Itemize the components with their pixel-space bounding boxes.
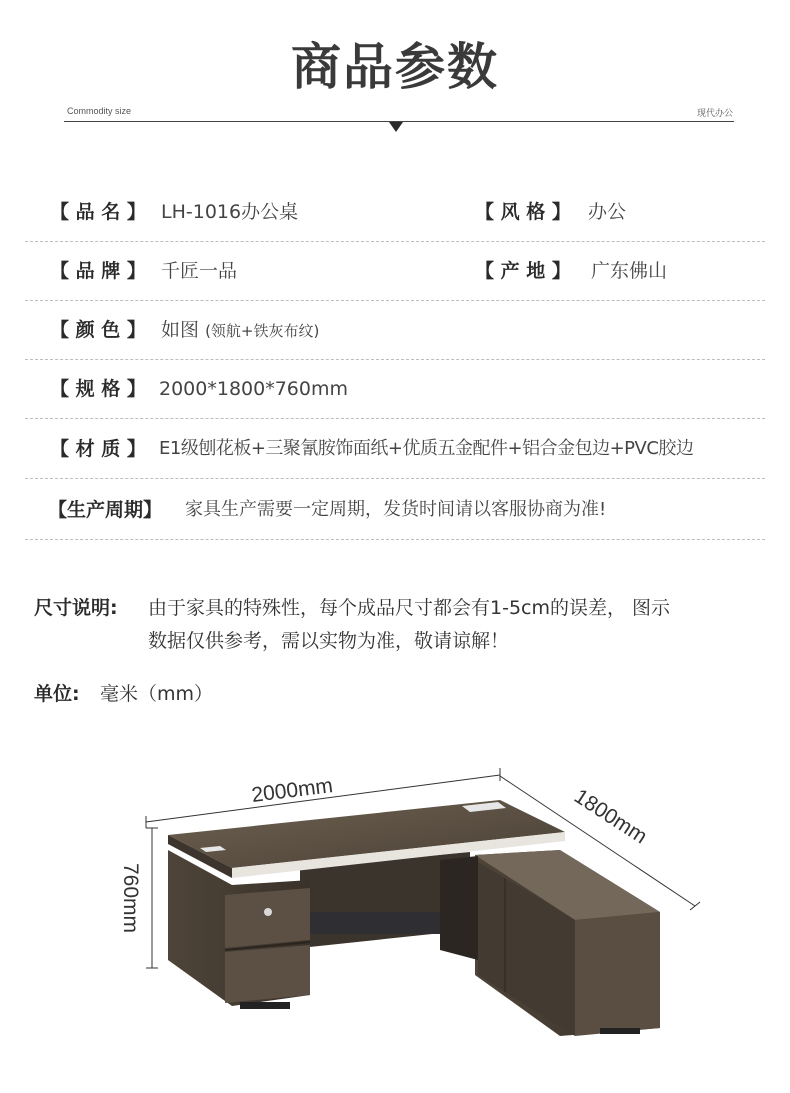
triangle-down-icon — [389, 122, 403, 132]
spec-row-lead-time — [25, 481, 765, 540]
spec-value: 家具生产需要一定周期，发货时间请以客服协商为准! — [185, 499, 607, 520]
spec-value: LH-1016办公桌 — [161, 201, 299, 223]
spec-row-material — [25, 420, 765, 479]
spec-value: 办公 — [588, 201, 627, 223]
unit-label: 单位: — [34, 683, 80, 705]
spec-value: E1级刨花板+三聚氰胺饰面纸+优质五金配件+铝合金包边+PVC胶边 — [159, 438, 694, 459]
color-note: (领航+铁灰布纹) — [205, 322, 320, 340]
subtitle-english: Commodity size — [67, 106, 132, 116]
lock-icon — [264, 908, 272, 916]
width-label: 2000mm — [250, 774, 335, 807]
spec-row-brand — [25, 242, 765, 301]
spec-label: 【 风 格 】 — [475, 201, 571, 223]
spec-label: 【 材 质 】 — [50, 438, 146, 460]
spec-value — [161, 301, 319, 359]
spec-row-name — [25, 183, 765, 242]
size-note-line2: 数据仅供参考，需以实物为准，敬请谅解！ — [148, 630, 510, 652]
depth-label: 1800mm — [570, 784, 652, 849]
spec-label: 【 规 格 】 — [50, 378, 146, 400]
spec-label: 【 颜 色 】 — [50, 319, 146, 341]
spec-row-size — [25, 360, 765, 419]
desk-illustration — [0, 740, 790, 1093]
spec-label: 【 品 牌 】 — [50, 260, 146, 282]
color-value: 如图 — [161, 319, 200, 341]
unit-value: 毫米（mm） — [100, 683, 214, 705]
spec-label: 【 品 名 】 — [50, 201, 146, 223]
height-label: 760mm — [119, 862, 142, 934]
spec-value: 千匠一品 — [161, 260, 238, 282]
subtitle-category: 现代办公 — [696, 109, 733, 119]
size-note-line1: 由于家具的特殊性，每个成品尺寸都会有1-5cm的误差， 图示 — [148, 597, 671, 619]
spec-label: 【生产周期】 — [48, 499, 163, 521]
spec-label: 【 产 地 】 — [475, 260, 571, 282]
size-note-label: 尺寸说明: — [34, 597, 118, 619]
spec-value: 2000*1800*760mm — [159, 378, 348, 400]
spec-value: 广东佛山 — [591, 260, 668, 282]
page-title: 商品参数 — [291, 38, 499, 96]
spec-row-color — [25, 301, 765, 360]
